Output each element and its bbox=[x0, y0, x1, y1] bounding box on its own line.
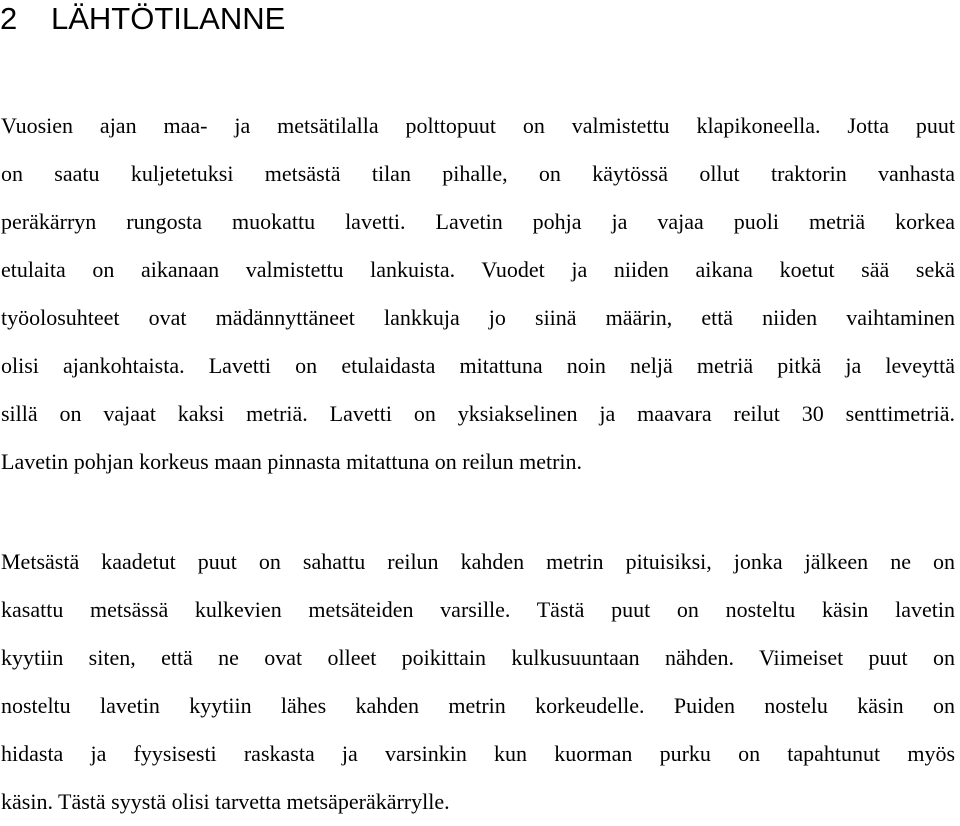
paragraph-line: Lavetin pohjan korkeus maan pinnasta mitattuna on reilun metrin. bbox=[1, 449, 583, 474]
paragraph-line: työolosuhteet ovat mädännyttäneet lankkuja jo siinä määrin, että niiden vaihtaminen bbox=[1, 305, 955, 330]
paragraph-line: käsin. Tästä syystä olisi tarvetta metsäperäkärrylle. bbox=[1, 789, 450, 814]
paragraph-line: Vuosien ajan maa- ja metsätilalla polttopuut on valmistettu klapikoneella. Jotta puut bbox=[1, 113, 955, 138]
paragraph-line: sillä on vajaat kaksi metriä. Lavetti on yksiakselinen ja maavara reilut 30 senttimetriä. bbox=[1, 401, 955, 426]
section-title: LÄHTÖTILANNE bbox=[51, 1, 286, 36]
paragraph-line: kyytiin siten, että ne ovat olleet poikittain kulkusuuntaan nähden. Viimeiset puut on bbox=[1, 645, 955, 670]
paragraph-2 bbox=[1, 538, 955, 826]
paragraph-line: on saatu kuljetetuksi metsästä tilan pihalle, on käytössä ollut traktorin vanhasta bbox=[1, 161, 955, 186]
paragraph-line: hidasta ja fyysisesti raskasta ja varsinkin kun kuorman purku on tapahtunut myös bbox=[1, 741, 955, 766]
paragraph-line: peräkärryn rungosta muokattu lavetti. Lavetin pohja ja vajaa puoli metriä korkea bbox=[1, 209, 955, 234]
section-number: 2 bbox=[0, 1, 18, 36]
paragraph-line: olisi ajankohtaista. Lavetti on etulaidasta mitattuna noin neljä metriä pitkä ja leveyttä bbox=[1, 353, 955, 378]
paragraph-line: kasattu metsässä kulkevien metsäteiden varsille. Tästä puut on nosteltu käsin lavetin bbox=[1, 597, 955, 622]
paragraph-line: Metsästä kaadetut puut on sahattu reilun kahden metrin pituisiksi, jonka jälkeen ne on bbox=[1, 549, 955, 574]
paragraph-line: etulaita on aikanaan valmistettu lankuista. Vuodet ja niiden aikana koetut sää sekä bbox=[1, 257, 955, 282]
paragraph-line: nosteltu lavetin kyytiin lähes kahden metrin korkeudelle. Puiden nostelu käsin on bbox=[1, 693, 955, 718]
paragraph-1 bbox=[1, 102, 955, 486]
section-heading bbox=[0, 0, 285, 40]
